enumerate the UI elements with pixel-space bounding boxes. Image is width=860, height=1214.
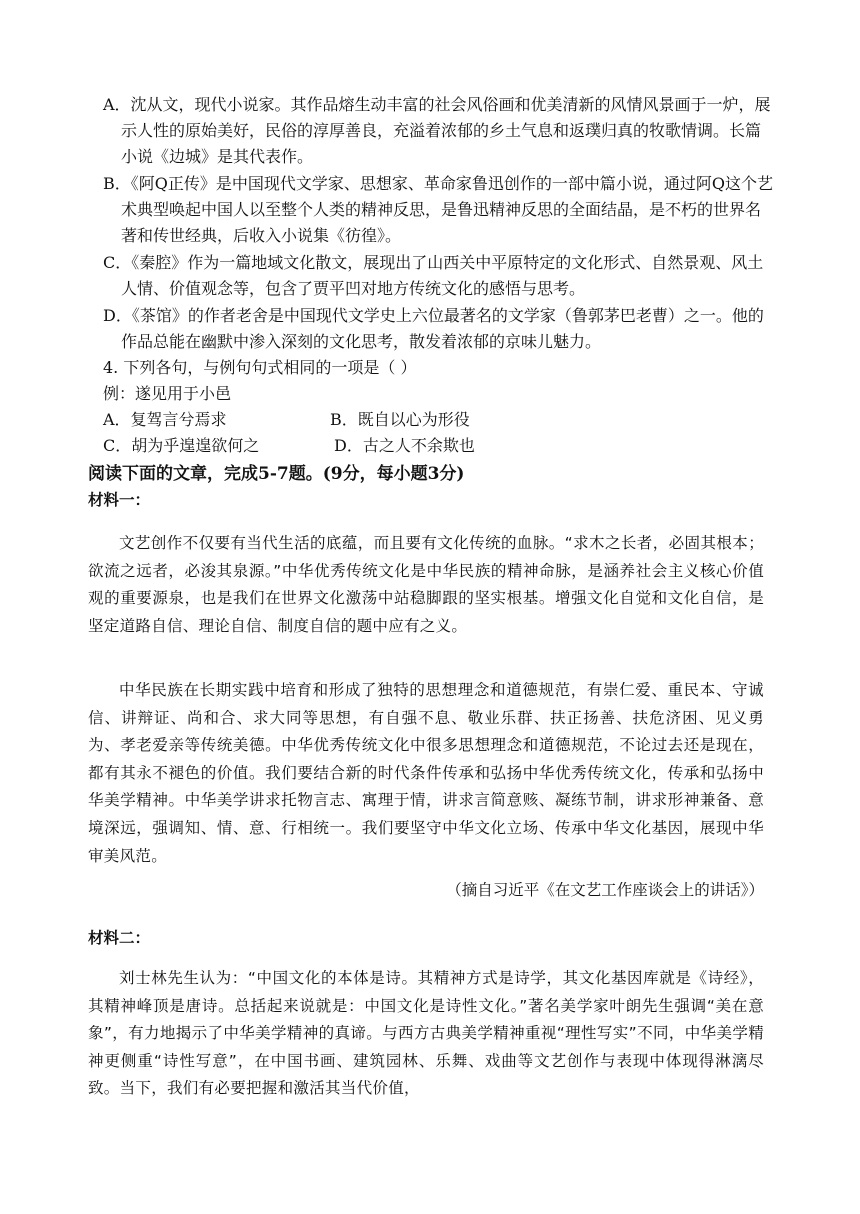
material1-paragraph-1: 文艺创作不仅要有当代生活的底蕴，而且要有文化传统的血脉。“求木之长者，必固其根本；欲流之远者，必浚其泉源。”中华优秀传统文化是中华民族的精神命脉，是涵养社会主义核心价值观的重要源泉，也是我们在世界文化激荡中站稳脚跟的坚实根基。增强文化自觉和文化自信，是坚定道路自信、理论自信、制度自信的题中应有之义。 (88, 534, 764, 635)
material1-paragraph-2: 中华民族在长期实践中培育和形成了独特的思想理念和道德规范，有崇仁爱、重民本、守诚信、讲辩证、尚和合、求大同等思想，有自强不息、敬业乐群、扶正扬善、扶危济困、见义勇为、孝老爱亲等传统美德。中华优秀传统文化中很多思想理念和道德规范，不论过去还是现在，都有其永不褪色的价值。我们要结合新的时代条件传承和弘扬中华优秀传统文化，传承和弘扬中华美学精神。中华美学讲求托物言志、寓理于情，讲求言简意赅、凝练节制，讲求形神兼备、意境深远，强调知、情、意、行相统一。我们要坚守中华文化立场、传承中华文化基因，展现中华审美风范。 (88, 681, 764, 865)
q4-choice-d: D．古之人不余欺也 (334, 436, 475, 455)
material2-label: 材料二： (88, 928, 151, 947)
option-text: C．《秦腔》作为一篇地域文化散文，展现出了山西关中平原特定的文化形式、自然景观、风土人情、价值观念等，包含了贾平凹对地方传统文化的感悟与思考。 (103, 253, 764, 298)
q3-option-a (103, 92, 775, 170)
q4-choice-a: A．复驾言兮焉求 (103, 410, 227, 429)
material1-label: 材料一： (88, 490, 151, 509)
q4-choice-c: C．胡为乎遑遑欲何之 (103, 436, 260, 455)
option-text: A．沈从文，现代小说家。其作品熔生动丰富的社会风俗画和优美清新的风情风景画于一炉，展示人性的原始美好，民俗的淳厚善良，充溢着浓郁的乡土气息和返璞归真的牧歌情调。长篇小说《边城》是其代表作。 (103, 95, 771, 166)
section-heading: 阅读下面的文章，完成5-7题。(9分，每小题3分) (88, 464, 465, 484)
q4-example: 例：遂见用于小邑 (103, 384, 232, 403)
q4-stem: 4. 下列各句，与例句句式相同的一项是（ ） (103, 358, 417, 377)
material2-paragraph-1: 刘士林先生认为：“中国文化的本体是诗。其精神方式是诗学，其文化基因库就是《诗经》，其精神峰顶是唐诗。总括起来说就是：中国文化是诗性文化。”著名美学家叶朗先生强调“美在意象”，有力地揭示了中华美学精神的真谛。与西方古典美学精神重视“理性写实”不同，中华美学精神更侧重“诗性写意”，在中国书画、建筑园林、乐舞、戏曲等文艺创作与表现中体现得淋漓尽致。当下，我们有必要把握和激活其当代价值， (88, 969, 764, 1098)
option-text: D．《茶馆》的作者老舍是中国现代文学史上六位最著名的文学家（鲁郭茅巴老曹）之一。他的作品总能在幽默中渗入深刻的文化思考，散发着浓郁的京味儿魅力。 (103, 306, 764, 351)
q3-option-b (103, 171, 775, 249)
option-text: B．《阿Q正传》是中国现代文学家、思想家、革命家鲁迅创作的一部中篇小说，通过阿Q这个艺术典型唤起中国人以至整个人类的精神反思，是鲁迅精神反思的全面结晶，是不朽的世界名著和传世经典，后收入小说集《彷徨》。 (103, 174, 773, 245)
q3-option-c (103, 250, 775, 302)
q4-choice-b: B．既自以心为形役 (330, 410, 470, 429)
q3-option-d (103, 303, 775, 355)
material1-source: （摘自习近平《在文艺工作座谈会上的讲话》） (446, 881, 764, 899)
